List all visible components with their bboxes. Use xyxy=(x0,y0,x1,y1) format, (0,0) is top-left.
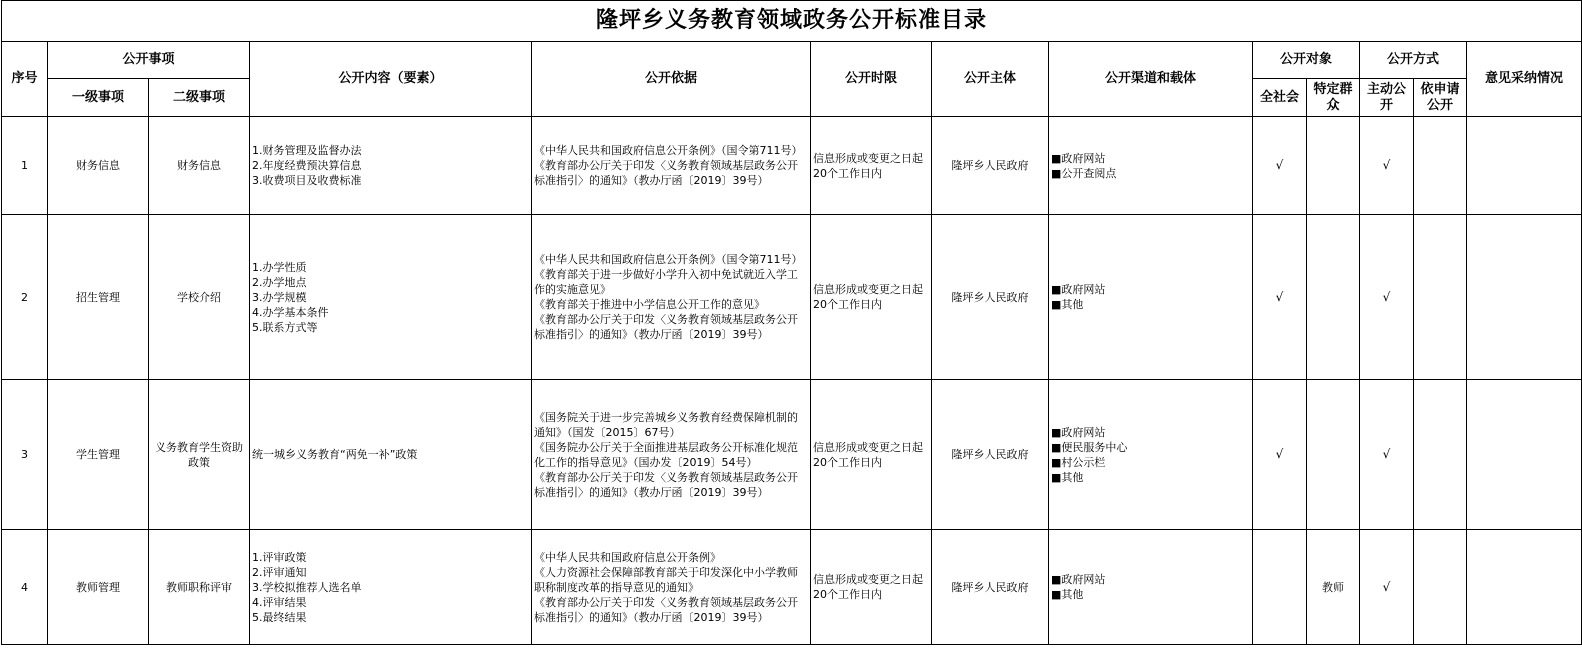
cell-basis xyxy=(532,215,811,380)
cell-channel xyxy=(1049,380,1253,530)
channel-line: ■政府网站 xyxy=(1051,283,1106,296)
header-method-active: 主动公开 xyxy=(1360,79,1414,117)
header-method-request: 依申请公开 xyxy=(1414,79,1467,117)
table-row xyxy=(2,530,1582,645)
channel-line: ■政府网站 xyxy=(1051,573,1106,586)
basis-line: 《中华人民共和国政府信息公开条例》 xyxy=(534,550,721,564)
cell-target-all: √ xyxy=(1253,215,1307,380)
cell-target-specific xyxy=(1307,215,1360,380)
basis-line: 《教育部关于推进中小学信息公开工作的意见》 xyxy=(534,298,765,311)
cell-target-all xyxy=(1253,530,1307,645)
basis-line: 《国务院关于进一步完善城乡义务教育经费保障机制的通知》（国发〔2015〕67号） xyxy=(534,410,798,439)
content-line: 1.评审政策 xyxy=(252,550,307,564)
header-target-all: 全社会 xyxy=(1253,79,1307,117)
cell-channel xyxy=(1049,530,1253,645)
basis-line: 《教育部办公厅关于印发〈义务教育领域基层政务公开标准指引〉的通知》（教办厅函〔2019〕39号） xyxy=(534,159,798,187)
basis-line: 《国务院办公厅关于全面推进基层政务公开标准化规范化工作的指导意见》（国办发〔2019〕54号） xyxy=(534,440,798,469)
cell-feedback xyxy=(1467,380,1582,530)
cell-time-limit: 信息形成或变更之日起20个工作日内 xyxy=(811,117,932,215)
channel-line: ■其他 xyxy=(1051,298,1084,311)
cell-seq: 4 xyxy=(2,530,48,645)
disclosure-catalog-table xyxy=(1,0,1582,645)
cell-method-request xyxy=(1414,215,1467,380)
cell-level2: 教师职称评审 xyxy=(149,530,250,645)
basis-line: 《中华人民共和国政府信息公开条例》（国令第711号） xyxy=(534,144,803,157)
content-line: 5.联系方式等 xyxy=(252,320,318,334)
cell-feedback xyxy=(1467,530,1582,645)
header-subject: 公开主体 xyxy=(932,42,1049,117)
content-line: 1.财务管理及监督办法 xyxy=(252,144,362,157)
cell-basis xyxy=(532,530,811,645)
content-line: 3.收费项目及收费标准 xyxy=(252,174,362,187)
header-time-limit: 公开时限 xyxy=(811,42,932,117)
table-row xyxy=(2,380,1582,530)
table-row xyxy=(2,215,1582,380)
basis-line: 《人力资源社会保障部教育部关于印发深化中小学教师职称制度改革的指导意见的通知》 xyxy=(534,565,798,594)
header-items: 公开事项 xyxy=(48,42,250,79)
basis-line: 《教育部办公厅关于印发〈义务教育领域基层政务公开标准指引〉的通知》（教办厅函〔2019〕39号） xyxy=(534,470,798,499)
content-line: 4.办学基本条件 xyxy=(252,305,329,319)
channel-line: ■政府网站 xyxy=(1051,151,1106,165)
cell-level1: 教师管理 xyxy=(48,530,149,645)
content-line: 5.最终结果 xyxy=(252,610,307,624)
cell-target-all: √ xyxy=(1253,117,1307,215)
content-line: 2.年度经费预决算信息 xyxy=(252,159,362,172)
content-line: 统一城乡义务教育“两免一补”政策 xyxy=(252,448,418,461)
channel-line: ■其他 xyxy=(1051,588,1084,601)
header-target-specific: 特定群众 xyxy=(1307,79,1360,117)
cell-feedback xyxy=(1467,117,1582,215)
header-level2: 二级事项 xyxy=(149,79,250,117)
cell-content xyxy=(250,117,532,215)
channel-line: ■政府网站 xyxy=(1051,425,1106,439)
cell-content xyxy=(250,380,532,530)
header-method: 公开方式 xyxy=(1360,42,1467,79)
basis-line: 《教育部关于进一步做好小学升入初中免试就近入学工作的实施意见》 xyxy=(534,268,798,296)
table-row xyxy=(2,117,1582,215)
cell-subject: 隆坪乡人民政府 xyxy=(932,215,1049,380)
cell-seq: 3 xyxy=(2,380,48,530)
cell-method-active: √ xyxy=(1360,215,1414,380)
cell-time-limit: 信息形成或变更之日起20个工作日内 xyxy=(811,530,932,645)
cell-feedback xyxy=(1467,215,1582,380)
cell-time-limit: 信息形成或变更之日起20个工作日内 xyxy=(811,215,932,380)
cell-method-active: √ xyxy=(1360,380,1414,530)
cell-method-request xyxy=(1414,117,1467,215)
cell-channel xyxy=(1049,117,1253,215)
cell-basis xyxy=(532,380,811,530)
cell-target-all: √ xyxy=(1253,380,1307,530)
basis-line: 《中华人民共和国政府信息公开条例》（国令第711号） xyxy=(534,253,803,266)
content-line: 2.评审通知 xyxy=(252,565,307,579)
header-target: 公开对象 xyxy=(1253,42,1360,79)
channel-line: ■其他 xyxy=(1051,470,1084,484)
cell-seq: 2 xyxy=(2,215,48,380)
cell-level1: 学生管理 xyxy=(48,380,149,530)
cell-subject: 隆坪乡人民政府 xyxy=(932,530,1049,645)
cell-target-specific: 教师 xyxy=(1307,530,1360,645)
cell-content xyxy=(250,215,532,380)
header-channel: 公开渠道和载体 xyxy=(1049,42,1253,117)
cell-seq: 1 xyxy=(2,117,48,215)
channel-line: ■公开查阅点 xyxy=(1051,166,1117,180)
basis-line: 《教育部办公厅关于印发〈义务教育领域基层政务公开标准指引〉的通知》（教办厅函〔2019〕39号） xyxy=(534,595,798,624)
document-title: 隆坪乡义务教育领域政务公开标准目录 xyxy=(2,1,1582,42)
content-line: 4.评审结果 xyxy=(252,595,307,609)
cell-time-limit: 信息形成或变更之日起20个工作日内 xyxy=(811,380,932,530)
channel-line: ■便民服务中心 xyxy=(1051,440,1128,454)
cell-method-request xyxy=(1414,530,1467,645)
cell-method-active: √ xyxy=(1360,530,1414,645)
header-level1: 一级事项 xyxy=(48,79,149,117)
cell-level2: 学校介绍 xyxy=(149,215,250,380)
cell-content xyxy=(250,530,532,645)
cell-basis xyxy=(532,117,811,215)
channel-line: ■村公示栏 xyxy=(1051,455,1106,469)
header-feedback: 意见采纳情况 xyxy=(1467,42,1582,117)
content-line: 2.办学地点 xyxy=(252,275,307,289)
cell-level1: 财务信息 xyxy=(48,117,149,215)
cell-subject: 隆坪乡人民政府 xyxy=(932,117,1049,215)
header-row-top xyxy=(2,42,1582,79)
header-seq: 序号 xyxy=(2,42,48,117)
cell-level1: 招生管理 xyxy=(48,215,149,380)
cell-target-specific xyxy=(1307,117,1360,215)
cell-method-request xyxy=(1414,380,1467,530)
cell-target-specific xyxy=(1307,380,1360,530)
content-line: 1.办学性质 xyxy=(252,260,307,274)
header-basis: 公开依据 xyxy=(532,42,811,117)
content-line: 3.办学规模 xyxy=(252,290,307,304)
cell-subject: 隆坪乡人民政府 xyxy=(932,380,1049,530)
header-content: 公开内容（要素） xyxy=(250,42,532,117)
cell-level2: 财务信息 xyxy=(149,117,250,215)
content-line: 3.学校拟推荐人选名单 xyxy=(252,580,362,594)
cell-level2: 义务教育学生资助政策 xyxy=(149,380,250,530)
basis-line: 《教育部办公厅关于印发〈义务教育领域基层政务公开标准指引〉的通知》（教办厅函〔2019〕39号） xyxy=(534,313,798,341)
cell-channel xyxy=(1049,215,1253,380)
cell-method-active: √ xyxy=(1360,117,1414,215)
